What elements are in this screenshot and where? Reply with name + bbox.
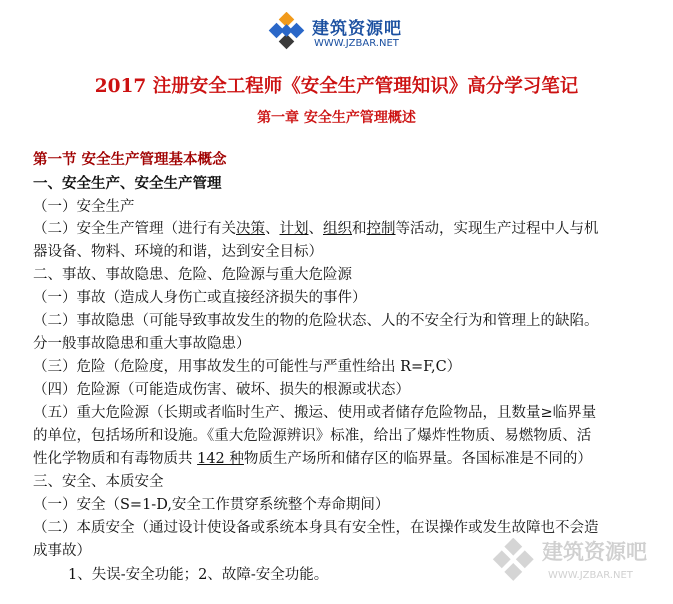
text-span: 、 — [308, 221, 323, 237]
text-line-5: 二、事故、事故隐患、危险、危险源与重大危险源 — [33, 267, 352, 283]
text-line-6: （一）事故（造成人身伤亡或直接经济损失的事件） — [33, 290, 367, 306]
logo-name: 建筑资源吧 — [312, 19, 402, 39]
watermark-diamond-icon — [492, 538, 538, 584]
text-line-2: （一）安全生产 — [33, 199, 135, 215]
text-line-4: 器设备、物料、环境的和谐，达到安全目标） — [33, 244, 323, 260]
underlined-term: 组织 — [323, 221, 352, 237]
watermark-name: 建筑资源吧 — [542, 540, 647, 564]
underlined-term: 142 种 — [197, 451, 244, 467]
underlined-term: 控制 — [366, 221, 396, 237]
text-span: 和 — [352, 221, 367, 237]
underlined-term: 决策 — [236, 221, 265, 237]
text-line-9: （三）危险（危险度，用事故发生的可能性与严重性给出 R=F,C） — [33, 359, 462, 375]
chapter-heading: 第一章 安全生产管理概述 — [257, 110, 416, 126]
text-line-13 — [33, 449, 592, 469]
heading-1: 一、安全生产、安全生产管理 — [33, 175, 222, 192]
text-span: 物质生产场所和储存区的临界量。各国标准是不同的） — [243, 451, 592, 467]
text-line-17: 成事故） — [33, 543, 91, 559]
text-span: （二）安全生产管理（进行有关 — [33, 221, 236, 237]
logo-diamond-icon — [268, 12, 308, 52]
site-logo — [268, 10, 418, 58]
text-line-8: 分一般事故隐患和重大事故隐患） — [33, 336, 251, 352]
underlined-term: 计划 — [279, 221, 309, 237]
text-line-11: （五）重大危险源（长期或者临时生产、搬运、使用或者储存危险物品，且数量≥临界量 — [33, 405, 597, 421]
logo-url: WWW.JZBAR.NET — [314, 38, 399, 49]
text-line-7: （二）事故隐患（可能导致事故发生的物的危险状态、人的不安全行为和管理上的缺陷。 — [33, 313, 599, 329]
text-span: 等活动，实现生产过程中人与机 — [395, 221, 599, 237]
document-title: 2017 注册安全工程师《安全生产管理知识》高分学习笔记 — [94, 76, 579, 97]
section-heading: 第一节 安全生产管理基本概念 — [33, 151, 227, 168]
text-line-15: （一）安全（S=1-D,安全工作贯穿系统整个寿命期间） — [33, 497, 390, 513]
text-line-10: （四）危险源（可能造成伤害、破坏、损失的根源或状态） — [33, 382, 410, 398]
text-line-12: 的单位，包括场所和设施。《重大危险源辨识》标准，给出了爆炸性物质、易燃物质、活 — [33, 428, 592, 444]
text-line-18: 1、失误-安全功能；2、故障-安全功能。 — [68, 567, 329, 583]
watermark-url: WWW.JZBAR.NET — [548, 570, 633, 581]
text-line-16: （二）本质安全（通过设计使设备或系统本身具有安全性，在误操作或发生故障也不会造 — [33, 520, 599, 536]
text-line-14: 三、安全、本质安全 — [33, 474, 164, 490]
text-span: 、 — [265, 221, 280, 237]
watermark — [492, 530, 672, 600]
text-line-3 — [33, 219, 599, 239]
text-span: 性化学物质和有毒物质共 — [33, 451, 198, 467]
